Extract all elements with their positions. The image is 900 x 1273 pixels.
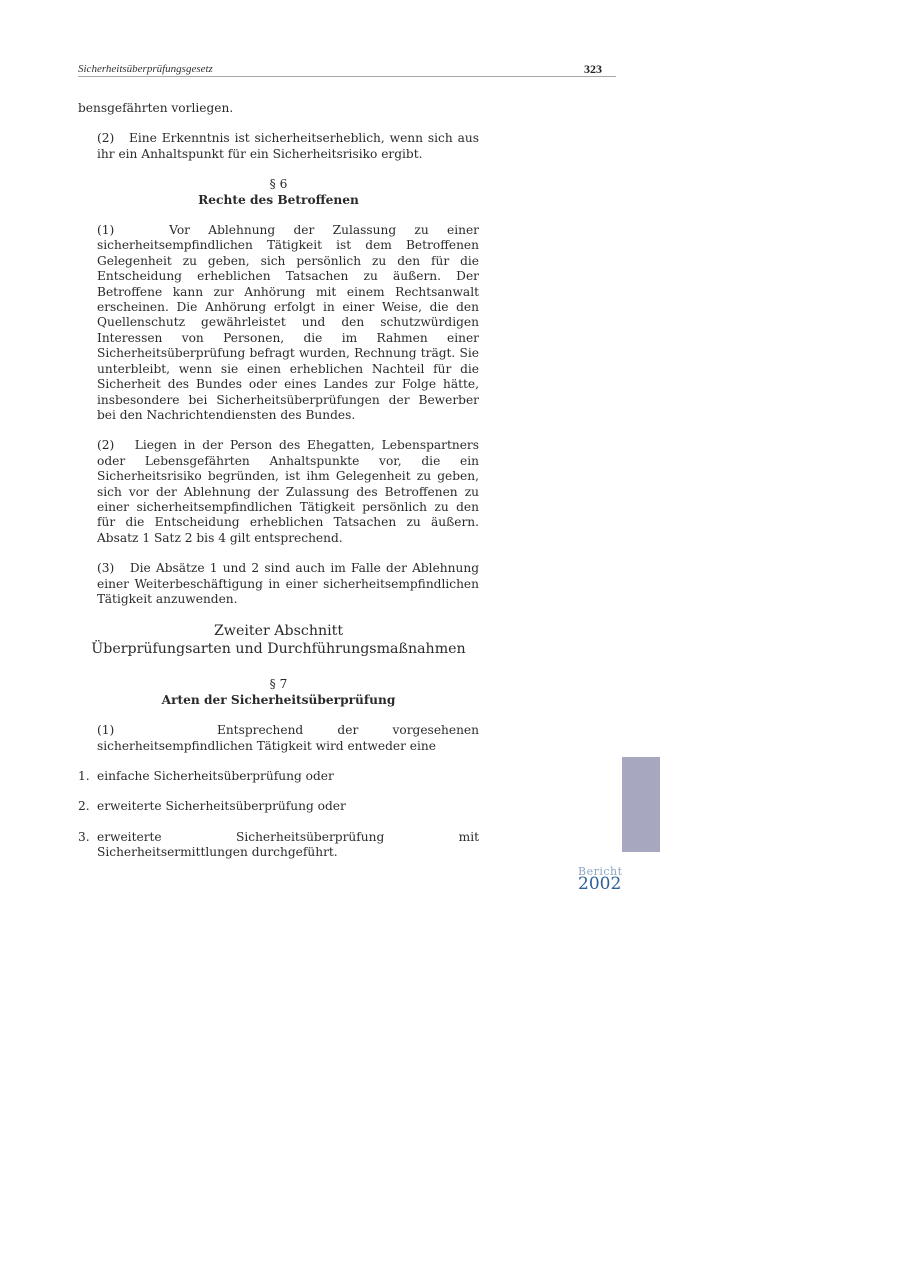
paragraph-text: Liegen in der Person des Ehegatten, Lebenspartners oder Lebensgefährten Anhaltspunkte vor, die ein Sicherheitsrisiko begründen, ist ihm Gelegenheit zu geben, sich vor der Ablehnung der Zulassung des Betroffenen zu einer sicherheitsempfindlichen Tätigkeit persönlich zu den für die Entscheidung erheblichen Tatsachen zu äußern. Absatz 1 Satz 2 bis 4 gilt entsprechend. xyxy=(97,438,480,545)
paragraph-7-1 xyxy=(78,723,479,754)
page-number: 323 xyxy=(584,62,602,76)
paragraph-number: (3) xyxy=(97,561,115,576)
chapter-number: Zweiter Abschnitt xyxy=(213,623,344,640)
paragraph-number: (1) xyxy=(97,723,115,738)
paragraph-text: Vor Ablehnung der Zulassung zu einer sicherheitsempfindlichen Tätigkeit ist dem Betroffenen Gelegenheit zu geben, sich persönlich zu den für die Entscheidung erheblichen Tatsachen zu äußern. Der Betroffene kann zur Anhörung mit einem Rechtsanwalt erscheinen. Die Anhörung erfolgt in einer Weise, die den Quellenschutz gewährleistet und den schutzwürdigen Interessen von Personen, die im Rahmen einer Sicherheitsüberprüfung befragt wurden, Rechnung trägt. Sie unterbleibt, wenn sie einen erheblichen Nachteil für die Sicherheit des Bundes oder eines Landes zur Folge hätte, insbesondere bei Sicherheitsüberprüfungen der Bewerber bei den Nachrichtendiensten des Bundes. xyxy=(97,223,479,422)
section-7-title: Arten der Sicherheitsüberprüfung xyxy=(161,692,396,707)
enumerated-list xyxy=(78,769,479,861)
paragraph-text: Die Absätze 1 und 2 sind auch im Falle der Ablehnung einer Weiterbeschäftigung in einer sicherheitsempfindlichen Tätigkeit anzuwenden. xyxy=(97,561,479,606)
section-6-title: Rechte des Betroffenen xyxy=(198,192,359,207)
list-item-text: erweiterte Sicherheitsüberprüfung mit Sicherheitsermittlungen durchgeführt. xyxy=(97,829,479,860)
list-item xyxy=(78,799,479,814)
paragraph-6-1 xyxy=(78,223,479,423)
chapter-heading xyxy=(78,622,479,658)
list-item-text: einfache Sicherheitsüberprüfung oder xyxy=(97,769,334,783)
chapter-tab-marker xyxy=(622,757,660,852)
list-item xyxy=(78,830,479,861)
paragraph-6-3 xyxy=(78,561,479,607)
paragraph-5-2 xyxy=(78,131,479,162)
list-item-text: erweiterte Sicherheitsüberprüfung oder xyxy=(97,799,346,814)
section-6-number: § 6 xyxy=(269,177,288,192)
list-item xyxy=(78,769,479,784)
paragraph-continuation: bensgefährten vorliegen. xyxy=(78,101,234,115)
paragraph-number: (2) xyxy=(97,131,115,146)
paragraph-text: Entsprechend der vorgesehenen sicherheitsempfindlichen Tätigkeit wird entweder eine xyxy=(97,723,479,753)
running-header xyxy=(78,62,616,77)
chapter-title: Überprüfungsarten und Durchführungsmaßnahmen xyxy=(91,641,466,658)
page-content xyxy=(78,101,479,876)
paragraph-number: (1) xyxy=(97,223,115,238)
section-7-number: § 7 xyxy=(269,677,288,692)
running-title: Sicherheitsüberprüfungsgesetz xyxy=(78,63,213,75)
list-item-number: 3. xyxy=(78,829,90,844)
paragraph-number: (2) xyxy=(97,438,115,453)
paragraph-text: Eine Erkenntnis ist sicherheitserheblich, wenn sich aus ihr ein Anhaltspunkt für ein Sicherheitsrisiko ergibt. xyxy=(97,131,479,161)
list-item-number: 1. xyxy=(78,769,90,783)
logo-word: Bericht xyxy=(578,865,623,878)
list-item-number: 2. xyxy=(78,799,90,814)
logo-year: 2002 xyxy=(578,874,622,894)
report-logo xyxy=(578,866,638,893)
paragraph-6-2 xyxy=(78,438,479,546)
